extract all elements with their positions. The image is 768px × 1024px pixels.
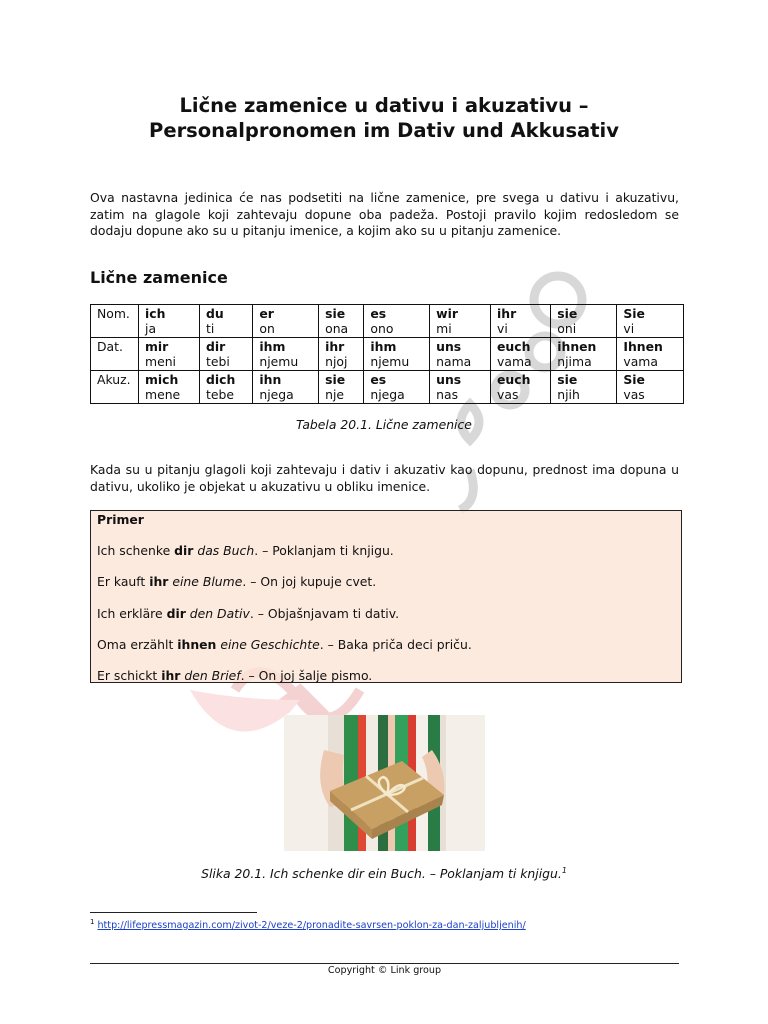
pronoun-cell: ihn njega [253, 371, 319, 404]
footnote-divider [90, 912, 257, 913]
example-sentence: Oma erzählt ihnen eine Geschichte. – Baka priča deci priču. [97, 637, 472, 652]
example-sentence: Er schickt ihr den Brief. – On joj šalje pismo. [97, 668, 373, 683]
case-label: Nom. [91, 305, 139, 338]
pronoun-cell: mich mene [139, 371, 200, 404]
table-caption: Tabela 20.1. Lične zamenice [296, 417, 472, 432]
pronoun-cell: es ono [364, 305, 430, 338]
pronoun-cell: euch vas [491, 371, 551, 404]
pronoun-cell: ihnen njima [551, 338, 617, 371]
page-footer: Copyright © Link group [327, 965, 442, 976]
example-sentence: Ich schenke dir das Buch. – Poklanjam ti knjigu. [97, 543, 394, 558]
page-title-line-1: Lične zamenice u dativu i akuzativu – [179, 94, 589, 117]
pronoun-cell: sie njih [551, 371, 617, 404]
pronoun-cell: dich tebe [199, 371, 252, 404]
example-sentence: Er kauft ihr eine Blume. – On joj kupuje cvet. [97, 574, 377, 589]
pronoun-cell: es njega [364, 371, 430, 404]
section-heading: Lične zamenice [90, 268, 228, 287]
table-row-dative [91, 338, 684, 371]
pronoun-cell: du ti [199, 305, 252, 338]
pronoun-cell: Sie vi [617, 305, 684, 338]
case-label: Akuz. [91, 371, 139, 404]
gift-photo [284, 715, 485, 851]
pronoun-cell: Ihnen vama [617, 338, 684, 371]
pronoun-cell: ihm njemu [364, 338, 430, 371]
example-title: Primer [97, 512, 144, 527]
table-row-nominative [91, 305, 684, 338]
table-row-accusative [91, 371, 684, 404]
pronoun-cell: mir meni [139, 338, 200, 371]
pronoun-cell: ihr njoj [319, 338, 364, 371]
page-title [90, 93, 678, 143]
pronoun-cell: Sie vas [617, 371, 684, 404]
image-caption: Slika 20.1. Ich schenke dir ein Buch. – Poklanjam ti knjigu.$^1$ [201, 866, 567, 882]
pronoun-cell: ihr vi [491, 305, 551, 338]
footnote: $^1$ http://lifepressmagazin.com/zivot-2/veze-2/pronadite-savrsen-poklon-za-dan-zaljubljenih/ [90, 918, 526, 931]
example-box [90, 510, 682, 683]
pronoun-cell: ich ja [139, 305, 200, 338]
pronoun-cell: dir tebi [199, 338, 252, 371]
footer-divider [90, 963, 679, 964]
example-sentence: Ich erkläre dir den Dativ. – Objašnjavam ti dativ. [97, 606, 400, 621]
footnote-link[interactable]: http://lifepressmagazin.com/zivot-2/veze-2/pronadite-savrsen-poklon-za-dan-zaljubljenih/ [97, 920, 526, 931]
pronoun-cell: uns nama [430, 338, 491, 371]
pronoun-table [90, 304, 684, 404]
pronoun-cell: er on [253, 305, 319, 338]
page-title-line-2: Personalpronomen im Dativ und Akkusativ [149, 119, 619, 142]
pronoun-cell: wir mi [430, 305, 491, 338]
rule-paragraph: Kada su u pitanju glagoli koji zahtevaju i dativ i akuzativ kao dopunu, prednost ima dopuna u dativu, ukoliko je objekat u akuzativu u obliku imenice. [90, 462, 679, 494]
pronoun-cell: ihm njemu [253, 338, 319, 371]
pronoun-cell: uns nas [430, 371, 491, 404]
pronoun-cell: sie oni [551, 305, 617, 338]
pronoun-cell: sie ona [319, 305, 364, 338]
case-label: Dat. [91, 338, 139, 371]
pronoun-cell: euch vama [491, 338, 551, 371]
pronoun-cell: sie nje [319, 371, 364, 404]
intro-paragraph: Ova nastavna jedinica će nas podsetiti na lične zamenice, pre svega u dativu i akuzativu, zatim na glagole koji zahtevaju dopune oba padeža. Postoji pravilo kojim redosledom se dodaju dopune ako su u pitanju imenice, a kojim ako su u pitanju zamenice. [90, 190, 679, 238]
